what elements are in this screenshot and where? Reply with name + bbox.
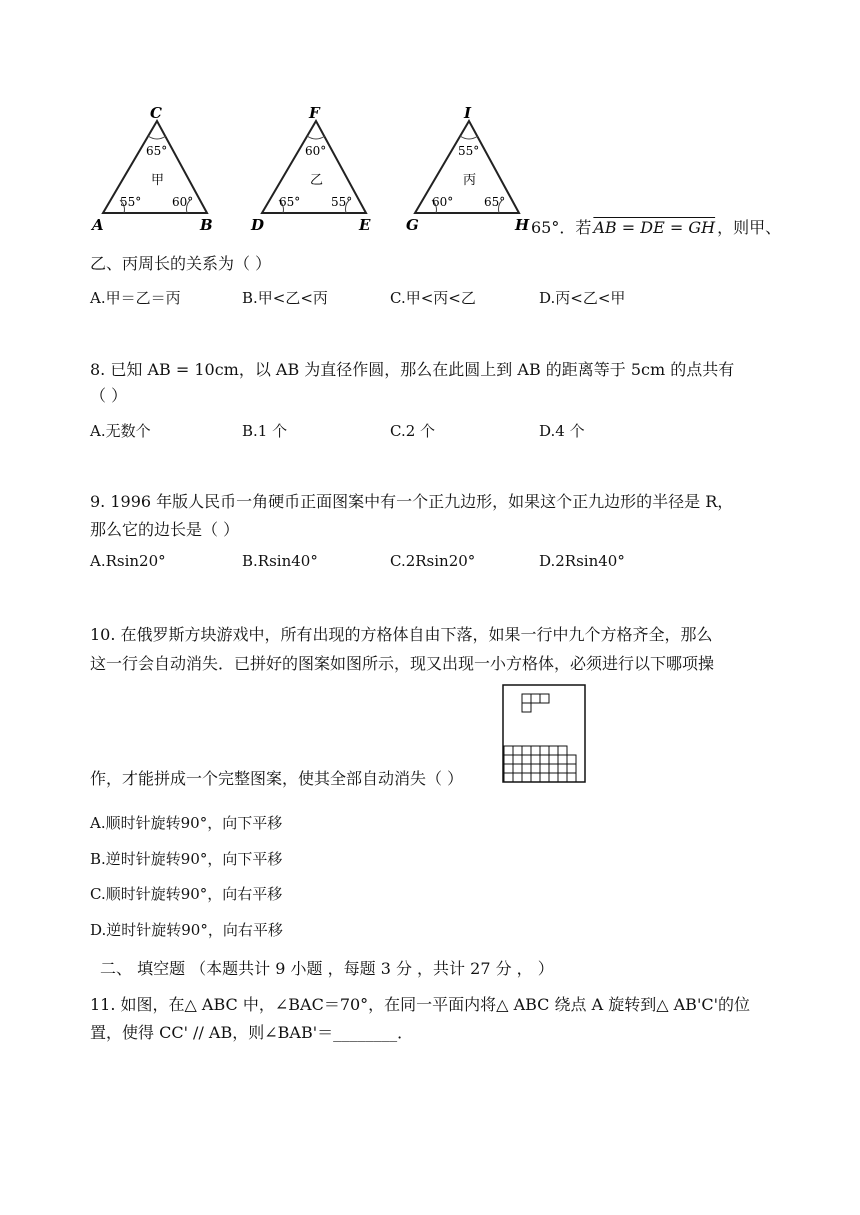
q7-stem-tail-2: ，则甲、 — [717, 218, 782, 237]
q10-stem-line2: 这一行会自动消失．已拼好的图案如图所示，现又出现一小方格体，必须进行以下哪项操 — [90, 654, 715, 673]
q11-stem-line2: 置，使得 CC' // AB，则∠BAB'＝________． — [90, 1023, 414, 1042]
q9-option-b[interactable]: B.Rsin40° — [242, 552, 318, 570]
q9-option-d[interactable]: D.2Rsin40° — [539, 552, 625, 570]
vertex-g: G — [406, 216, 419, 234]
q7-stem-line2: 乙、丙周长的关系为（ ） — [90, 254, 272, 273]
q9-stem-line2: 那么它的边长是（ ） — [90, 520, 240, 539]
angle-top-label: 60° — [305, 144, 327, 158]
q8-stem-line1: 8. 已知 AB = 10cm，以 AB 为直径作圆，那么在此圆上到 AB 的距离等于 5cm 的点共有 — [90, 360, 735, 379]
angle-top-label: 65° — [146, 144, 168, 158]
triangle-name: 丙 — [463, 173, 477, 188]
q10-option-d[interactable]: D.逆时针旋转90°，向右平移 — [90, 921, 283, 939]
vertex-c: C — [150, 104, 162, 122]
q10-stem-line3: 作，才能拼成一个完整图案，使其全部自动消失（ ） — [90, 769, 464, 788]
q9-option-a[interactable]: A.Rsin20° — [90, 552, 166, 570]
angle-right-label: 55° — [331, 195, 353, 209]
triangle-jia — [90, 104, 213, 234]
q7-stem-line1 — [531, 215, 781, 238]
vertex-b: B — [200, 216, 213, 234]
q8-stem-line2: （ ） — [90, 386, 128, 405]
triangle-bing — [406, 104, 530, 234]
q7-arc-equation: AB = DE = GH — [593, 218, 716, 237]
q7-option-c[interactable]: C.甲<丙<乙 — [390, 289, 476, 307]
angle-left-label: 55° — [120, 195, 142, 209]
q7-stem-tail-1: 65°．若 — [531, 218, 592, 237]
triangles-figure — [90, 100, 540, 235]
q10-option-a[interactable]: A.顺时针旋转90°，向下平移 — [90, 814, 283, 832]
angle-right-label: 65° — [484, 195, 506, 209]
q10-stem-line1: 10. 在俄罗斯方块游戏中，所有出现的方格体自由下落，如果一行中九个方格齐全，那么 — [90, 625, 713, 644]
vertex-a: A — [92, 216, 104, 234]
vertex-e: E — [359, 216, 371, 234]
q8-option-b[interactable]: B.1 个 — [242, 422, 288, 440]
vertex-d: D — [251, 216, 265, 234]
q8-option-a[interactable]: A.无数个 — [90, 422, 151, 440]
vertex-i: I — [464, 104, 472, 122]
q9-stem-line1: 9. 1996 年版人民币一角硬币正面图案中有一个正九边形，如果这个正九边形的半径是 R， — [90, 492, 734, 511]
vertex-f: F — [309, 104, 320, 122]
vertex-h: H — [515, 216, 530, 234]
angle-right-label: 60° — [172, 195, 194, 209]
q7-option-a[interactable]: A.甲＝乙＝丙 — [90, 289, 181, 307]
tetris-figure — [502, 684, 586, 784]
q7-option-b[interactable]: B.甲<乙<丙 — [242, 289, 328, 307]
q11-stem-line1: 11. 如图，在△ ABC 中，∠BAC＝70°，在同一平面内将△ ABC 绕点 A 旋转到△ AB'C'的位 — [90, 995, 750, 1014]
q10-option-b[interactable]: B.逆时针旋转90°，向下平移 — [90, 850, 283, 868]
angle-left-label: 60° — [432, 195, 454, 209]
q8-option-d[interactable]: D.4 个 — [539, 422, 585, 440]
triangle-name: 甲 — [151, 173, 165, 188]
q9-option-c[interactable]: C.2Rsin20° — [390, 552, 476, 570]
triangle-name: 乙 — [310, 173, 324, 188]
triangle-yi — [250, 104, 371, 234]
angle-top-label: 55° — [458, 144, 480, 158]
q7-option-d[interactable]: D.丙<乙<甲 — [539, 289, 626, 307]
q10-option-c[interactable]: C.顺时针旋转90°，向右平移 — [90, 885, 283, 903]
section-title: 二、 填空题 （本题共计 9 小题 ，每题 3 分 ，共计 27 分 ， ） — [100, 959, 554, 978]
angle-left-label: 65° — [279, 195, 301, 209]
q8-option-c[interactable]: C.2 个 — [390, 422, 436, 440]
